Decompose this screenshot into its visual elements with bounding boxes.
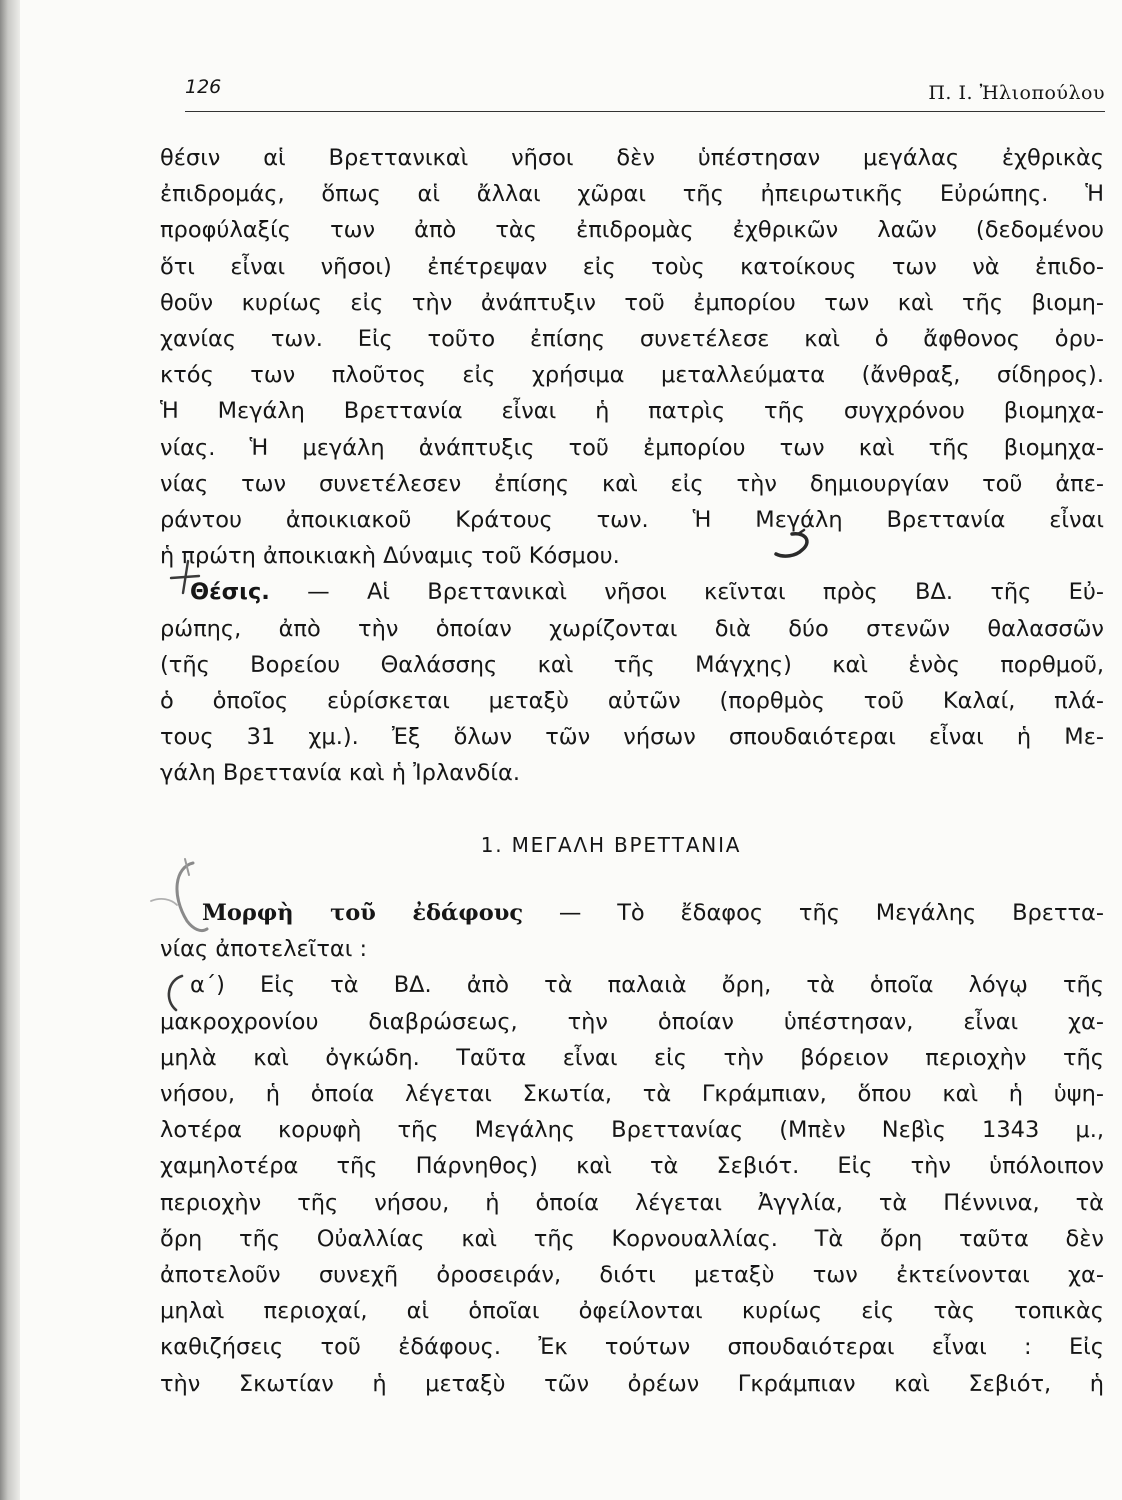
- text-line: (τῆς Βορείου Θαλάσσης καὶ τῆς Μάγχης) καὶ ἑνὸς πορθμοῦ,: [160, 651, 1104, 678]
- text-line: περιοχὴν τῆς νήσου, ἡ ὁποία λέγεται Ἀγγλία, τὰ Πέννινα, τὰ: [160, 1189, 1104, 1216]
- relief-first-line-text: — Τὸ ἔδαφος τῆς Μεγάλης Βρεττα-: [523, 900, 1104, 926]
- relief-heading: Μορφὴ τοῦ ἐδάφους: [202, 900, 524, 926]
- text-line: προφύλαξίς των ἀπὸ τὰς ἐπιδρομὰς ἐχθρικῶν λαῶν (δεδομένου: [160, 217, 1104, 244]
- text-line: ἡ πρώτη ἀποικιακὴ Δύναμις τοῦ Κόσμου.: [160, 543, 620, 570]
- text-line: Ἡ Μεγάλη Βρεττανία εἶναι ἡ πατρὶς τῆς συγχρόνου βιομηχα-: [160, 398, 1104, 425]
- text-line: νήσου, ἡ ὁποία λέγεται Σκωτία, τὰ Γκράμπιαν, ὅπου καὶ ἡ ὑψη-: [160, 1081, 1104, 1108]
- text-line: τὴν Σκωτίαν ἡ μεταξὺ τῶν ὀρέων Γκράμπιαν καὶ Σεβιότ, ἡ: [160, 1370, 1104, 1397]
- position-heading: Θέσις.: [190, 579, 270, 606]
- text-line: μακροχρονίου διαβρώσεως, τὴν ὁποίαν ὑπέστησαν, εἶναι χα-: [160, 1008, 1104, 1035]
- text-line: νίας ἀποτελεῖται :: [160, 936, 368, 963]
- text-line: α΄) Εἰς τὰ ΒΔ. ἀπὸ τὰ παλαιὰ ὄρη, τὰ ὁποῖα λόγῳ τῆς: [190, 972, 1104, 999]
- text-line: θέσιν αἱ Βρεττανικαὶ νῆσοι δὲν ὑπέστησαν μεγάλας ἐχθρικὰς: [160, 145, 1104, 171]
- text-line: γάλη Βρεττανία καὶ ἡ Ἰρλανδία.: [160, 760, 521, 787]
- text-line: λοτέρα κορυφὴ τῆς Μεγάλης Βρεττανίας (Μπὲν Νεβὶς 1343 μ.,: [160, 1117, 1104, 1144]
- relief-text-block: [160, 895, 1104, 1402]
- text-line: μηλὰ καὶ ὀγκώδη. Ταῦτα εἶναι εἰς τὴν βόρειον περιοχὴν τῆς: [160, 1044, 1104, 1071]
- running-author: Π. Ι. Ἠλιοπούλου: [928, 82, 1105, 104]
- text-line: ὁ ὁποῖος εὑρίσκεται μεταξὺ αὐτῶν (πορθμὸς τοῦ Καλαί, πλά-: [160, 688, 1104, 715]
- text-line: ὄρη τῆς Οὐαλλίας καὶ τῆς Κορνουαλλίας. Τὰ ὄρη ταῦτα δὲν: [160, 1225, 1104, 1252]
- text-line: χαμηλοτέρα τῆς Πάρνηθος) καὶ τὰ Σεβιότ. Εἰς τὴν ὑπόλοιπον: [160, 1153, 1104, 1180]
- text-line: θοῦν κυρίως εἰς τὴν ἀνάπτυξιν τοῦ ἐμπορίου των καὶ τῆς βιομη-: [160, 289, 1104, 316]
- text-line: νίας των συνετέλεσεν ἐπίσης καὶ εἰς τὴν δημιουργίαν τοῦ ἀπε-: [160, 470, 1104, 497]
- running-header: [185, 74, 1105, 112]
- text-line: ἀποτελοῦν συνεχῆ ὀροσειράν, διότι μεταξὺ των ἐκτείνονται χα-: [160, 1262, 1104, 1289]
- text-line: τους 31 χμ.). Ἐξ ὅλων τῶν νήσων σπουδαιότεραι εἶναι ἡ Με-: [160, 724, 1104, 751]
- position-first-line-text: — Αἱ Βρεττανικαὶ νῆσοι κεῖνται πρὸς ΒΔ. τῆς Εὐ-: [269, 579, 1104, 606]
- position-first-line: [160, 574, 1104, 610]
- page-gutter-shadow: [0, 0, 20, 1500]
- text-line: κτός των πλοῦτος εἰς χρήσιμα μεταλλεύματα (ἄνθραξ, σίδηρος).: [160, 362, 1104, 389]
- text-line: μηλαὶ περιοχαί, αἱ ὁποῖαι ὀφείλονται κυρίως εἰς τὰς τοπικὰς: [160, 1298, 1104, 1325]
- text-line: καθιζήσεις τοῦ ἐδάφους. Ἐκ τούτων σπουδαιότεραι εἶναι : Εἰς: [160, 1334, 1104, 1361]
- text-line: ὅτι εἶναι νῆσοι) ἐπέτρεψαν εἰς τοὺς κατοίκους των νὰ ἐπιδο-: [160, 253, 1104, 280]
- relief-first-line: [160, 895, 1104, 931]
- section-title: 1. ΜΕΓΑΛΗ ΒΡΕΤΤΑΝΙΑ: [480, 833, 742, 857]
- text-line: ράντου ἀποικιακοῦ Κράτους των. Ἡ Μεγάλη Βρεττανία εἶναι: [160, 507, 1104, 534]
- main-text-block: [160, 140, 1104, 792]
- text-line: νίας. Ἡ μεγάλη ἀνάπτυξις τοῦ ἐμπορίου των καὶ τῆς βιομηχα-: [160, 434, 1104, 461]
- text-line: ρώπης, ἀπὸ τὴν ὁποίαν χωρίζονται διὰ δύο στενῶν θαλασσῶν: [160, 615, 1104, 642]
- text-line: ἐπιδρομάς, ὅπως αἱ ἄλλαι χῶραι τῆς ἠπειρωτικῆς Εὐρώπης. Ἡ: [160, 181, 1104, 208]
- header-rule: [185, 111, 1105, 112]
- page-number: 126: [185, 76, 222, 98]
- text-line: χανίας των. Εἰς τοῦτο ἐπίσης συνετέλεσε καὶ ὁ ἄφθονος ὀρυ-: [160, 326, 1104, 353]
